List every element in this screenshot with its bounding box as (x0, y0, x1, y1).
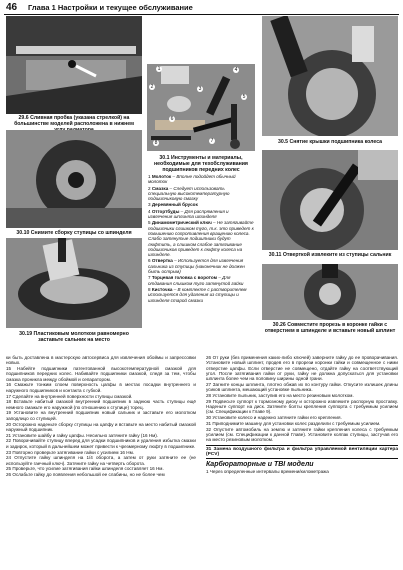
caption-30-10: 30.10 Снимите сборку ступицы со шпинделя (16, 230, 132, 236)
photo-bearing-cap (262, 16, 398, 136)
paragraph: 23 Повторно проверьте затягивание гайки с усилием 16 Нм. (6, 449, 134, 455)
legend-item: 5 Динамометрический ключ – Не затягивайте подшипники слишком туго, т.к. это приведет к повышению сопротивления вращению колеса. Слабо затянутые подшипники будут люфтить, а слишком слабое затягивание подшипников приведет к люфту колеса на шпинделе. (148, 220, 254, 258)
callout-3: 3 (198, 86, 202, 92)
paragraph: 24 Отпустите гайку шпинделя на 1/4 оборота, а затем от руки затяните ее (не используйте гаечный ключ). Затяните гайку на четверть оборота. (6, 455, 196, 466)
callout-6: 6 (170, 116, 174, 122)
paragraph: 31 Приподнимите машину для установки колес разделили с требуемым усилием. (206, 421, 381, 427)
legend-item: 8 Кисточка – В комплекте с растворителем используется для удаления из ступицы и шпинделя старой смазки (148, 286, 247, 303)
photo-tools (147, 64, 255, 151)
paragraph: 25 Проверьте, что усилие затягивания гайки шпинделя составляет 16 Нм. (6, 466, 164, 472)
photo-seal-install (6, 238, 142, 328)
paragraph: 27 Загните концы шплинта, плотно обжав их по контуру гайки. Откусите излишек длины усиков шплинта, мешающий установке пыльника. (206, 381, 398, 393)
legend-item: 7 Торцевая головка с воротом – Для отдавания слишком туго затянутой гайки (148, 275, 244, 286)
legend-item: 3 Деревянный брусок (148, 202, 198, 208)
callout-4: 4 (234, 67, 238, 73)
callout-8: 8 (154, 140, 158, 146)
caption-30-19: 30.19 Пластиковым молотком равномерно заставьте сальник на место (19, 331, 129, 344)
callout-5: 5 (242, 94, 246, 100)
callout-7: 7 (210, 138, 214, 144)
callout-1: 1 (157, 66, 161, 72)
right-text-column (206, 355, 398, 475)
photo-seal-removal (262, 150, 398, 250)
paragraph: 16 Смажьте тонким слоем поверхность цапфы в местах посадки внутреннего и наружного подшипников и контакта с губкой. (6, 382, 196, 393)
paragraph: 30 Установите колесо и надежно затяните гайки его крепления. (206, 415, 342, 421)
subheading: Карбюраторные и TBI модели (206, 461, 314, 469)
photo-radiator-drain (6, 16, 142, 114)
tools-legend (148, 155, 254, 303)
paragraph: 15 Набейте подшипники патентованной высокотемпературной смазкой для подшипников передних колес. Набивайте подшипники смазкой, следя за тем, чтобы смазка проникла между обоймой и сепаратором. (6, 366, 196, 382)
paragraph: 26 От руки (без применения каких-либо ключей) заверните гайку до ее проворачивания. Установите новый шплинт, продев его в прорези коронки гайки и совмещенное с ними отверстие цапфы. Если отверстие не совмещено, отдайте гайку на соответствующий угол. После затягивания гайки от руки, гайку не должна допускаться для установки шплинта более чем на половину ширины одной грани. (206, 355, 398, 382)
paragraph: ки быть доставлена в мастерскую автосервиса для извлечения обоймы и запрессовки новых. (6, 355, 196, 366)
paragraph: 17 Сделайте на внутренней поверхности ступицы смазкой. (6, 393, 133, 399)
callout-2: 2 (150, 84, 154, 90)
caption-30-26: 30.26 Совместите прорезь в коронке гайки с отверстием в шпинделе и вставьте новый шплинт (264, 322, 396, 335)
legend-item: 4 Отгортбуды – Для распрямления и извлечения шплинта шпинделя (148, 208, 229, 220)
paragraph: 32 Опустите автомобиль на землю и затяните гайки крепления колеса с требуемым усилием (см. Спецификации к данной Главе). Установите колпак ступицы, застучав его на место резиновым молотком. (206, 426, 398, 443)
paragraph: 29 Подвесьте суппорт к тормозному диску и осторожно извлеките распорную проставку. Наденьте суппорт на диск. Затяните болты крепления суппорта с требуемым усилием (см. Спецификации к Главе 9). (206, 398, 398, 415)
paragraph: 20 Осторожно наденьте сборку ступицы на цапфу и вставьте на место набитый смазкой наружный подшипник. (6, 421, 196, 432)
legend-title: 30.1 Инструменты и материалы, необходимые для техобслуживания подшипников передних колес (154, 155, 248, 173)
photo-cotter-pin (262, 264, 398, 320)
page-header (4, 2, 399, 14)
header-rule (4, 14, 399, 15)
section-heading: 31 Замена воздушного фильтра и фильтра управляемой вентиляции картера (PCV) (206, 445, 398, 460)
paragraph: 18 Вставьте набитый смазкой внутренний подшипник в заднюю часть ступицы ещё немного смажьте его наружной (по отношению к ступице) торец. (6, 399, 196, 410)
photo-hub-removal (6, 130, 142, 228)
paragraph: 19 Установите на внутренний подшипник новый сальник и заставьте его молотком заподлицо со ступицей. (6, 410, 196, 421)
legend-item: 2 Смазка – Следует использовать специальную высокотемпературную подшипниковую смазку (148, 185, 230, 202)
page-number: 46 (6, 2, 18, 13)
chapter-title: Глава 1 Настройки и текущее обслуживание (28, 3, 193, 12)
paragraph: 26 Ослабьте гайку до появления небольшой ее слабины, но не более чем (6, 472, 165, 478)
paragraph: 28 Установите пыльник, заступив его на место резиновым молотком. (206, 393, 354, 399)
caption-29-6: 29.6 Сливная пробка (указана стрелкой) на большинстве моделей расположена в нижнем (14, 115, 134, 128)
paragraph: 21 Установите шайбу и гайку цапфы. Несильно затяните гайку (16 Нм). (6, 432, 159, 438)
caption-30-11: 30.11 Отверткой извлеките из ступицы сальник (268, 252, 392, 258)
left-text-column (6, 355, 196, 478)
paragraph: 1 Через определенные интервалы времени/километража (206, 469, 329, 475)
paragraph: 22 Поворачивайте ступицу вперед для усадки подшипников и удаления избытка смазки и задирок, который в дальнейшем может привести к чрезмерному люфту в подшипнике. (6, 438, 196, 449)
legend-item: 1 Молоток – Вполне подойдет обычный молоток (148, 174, 236, 185)
caption-30-5: 30.5 Снятие крышки подшипника колеса (277, 139, 383, 145)
legend-item: 6 Отвертка – Используется для извлечения сальника из ступицы (наконечник не должен быть острым) (148, 258, 245, 275)
